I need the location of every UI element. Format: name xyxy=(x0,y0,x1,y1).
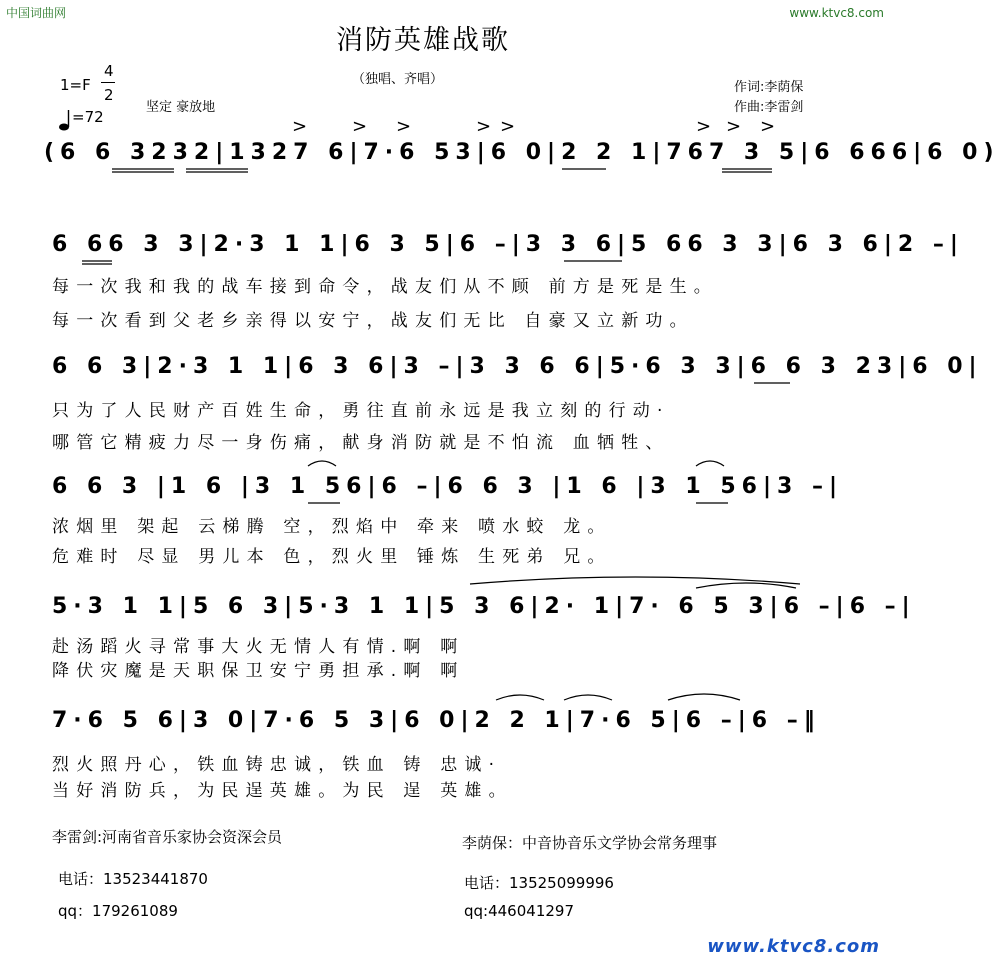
composer: 作曲:李雷剑 xyxy=(734,100,804,115)
watermark-right: www.ktvc8.com xyxy=(789,6,884,20)
notation-line: 5·3 1 1|5 6 3|5·3 1 1|5 3 6|2· 1|7· 6 5 3|6 –|6 –| xyxy=(52,594,916,619)
notation-line: 6 6 3 |1 6 |3 1 56|6 –|6 6 3 |1 6 |3 1 56|3 –| xyxy=(52,474,843,499)
score-system-2 xyxy=(0,228,964,272)
svg-text:>: > xyxy=(726,116,742,137)
lyricist-credit: 李荫保：中音协音乐文学协会常务理事 xyxy=(462,834,718,852)
notation-line: (6 6 3232|1327 6|7·6 53|6 0|2 2 1|767 3 5|6 666|6 0) xyxy=(44,140,1000,165)
svg-text:>: > xyxy=(352,116,368,137)
key-signature: 1=F xyxy=(60,76,91,94)
page-title: 消防英雄战歌 xyxy=(336,25,510,56)
time-numerator: 4 xyxy=(104,62,114,80)
composer-credit: 李雷剑:河南省音乐家协会资深会员 xyxy=(52,828,283,846)
svg-text:>: > xyxy=(396,116,412,137)
quarter-note-icon xyxy=(58,108,72,136)
score-system-3 xyxy=(0,350,983,394)
lyric-verse-2: 每一次看到父老乡亲得以安宁，战友们无比 自豪又立新功。 xyxy=(52,311,694,331)
tempo-mark: =72 xyxy=(72,108,104,126)
composer-qq: qq：179261089 xyxy=(58,902,178,920)
lyric-verse-2: 哪管它精疲力尽一身伤痛，献身消防就是不怕流 血牺牲、 xyxy=(52,433,670,453)
watermark-left: 中国词曲网 xyxy=(6,6,67,20)
lyric-verse-1: 烈火照丹心，铁血铸忠诚，铁血 铸 忠诚· xyxy=(52,755,502,775)
svg-text:>: > xyxy=(476,116,492,137)
lyricist: 作词:李荫保 xyxy=(734,80,804,95)
watermark-bottom: www.ktvc8.com xyxy=(707,936,880,957)
notation-line: 6 66 3 3|2·3 1 1|6 3 5|6 –|3 3 6|5 66 3 3|6 3 6|2 –| xyxy=(52,232,964,257)
svg-text:>: > xyxy=(292,116,308,137)
lyric-verse-1: 每一次我和我的战车接到命令，战友们从不顾 前方是死是生。 xyxy=(52,277,719,297)
composer-phone: 电话：13523441870 xyxy=(58,870,208,888)
lyricist-qq: qq:446041297 xyxy=(464,902,574,920)
time-denominator: 2 xyxy=(104,86,114,104)
lyric-verse-1: 浓烟里 架起 云梯腾 空，烈焰中 牵来 喷水蛟 龙。 xyxy=(52,517,612,537)
lyric-verse-2: 危难时 尽显 男儿本 色，烈火里 锤炼 生死弟 兄。 xyxy=(52,547,612,567)
score-system-4 xyxy=(0,470,892,514)
svg-text:>: > xyxy=(696,116,712,137)
lyric-verse-1: 只为了人民财产百姓生命，勇往直前永远是我立刻的行动· xyxy=(52,401,670,421)
score-system-6 xyxy=(0,704,892,748)
notation-line: 6 6 3|2·3 1 1|6 3 6|3 –|3 3 6 6|5·6 3 3|6 6 3 23|6 0| xyxy=(52,354,983,379)
time-bar xyxy=(101,82,115,83)
notation-line: 7·6 5 6|3 0|7·6 5 3|6 0|2 2 1|7·6 5|6 –|6 –‖ xyxy=(52,708,821,733)
svg-text:>: > xyxy=(760,116,776,137)
lyric-verse-1: 赴汤蹈火寻常事大火无情人有情.啊 啊 xyxy=(52,637,465,657)
score-system-5 xyxy=(0,590,916,634)
lyricist-phone: 电话：13525099996 xyxy=(464,874,614,892)
lyric-verse-2: 当好消防兵，为民逞英雄。为民 逞 英雄。 xyxy=(52,781,513,801)
expression-mark: 坚定 豪放地 xyxy=(146,100,216,115)
lyric-verse-2: 降伏灾魔是天职保卫安宁勇担承.啊 啊 xyxy=(52,661,465,681)
subtitle: （独唱、齐唱） xyxy=(352,72,444,87)
svg-text:>: > xyxy=(500,116,516,137)
